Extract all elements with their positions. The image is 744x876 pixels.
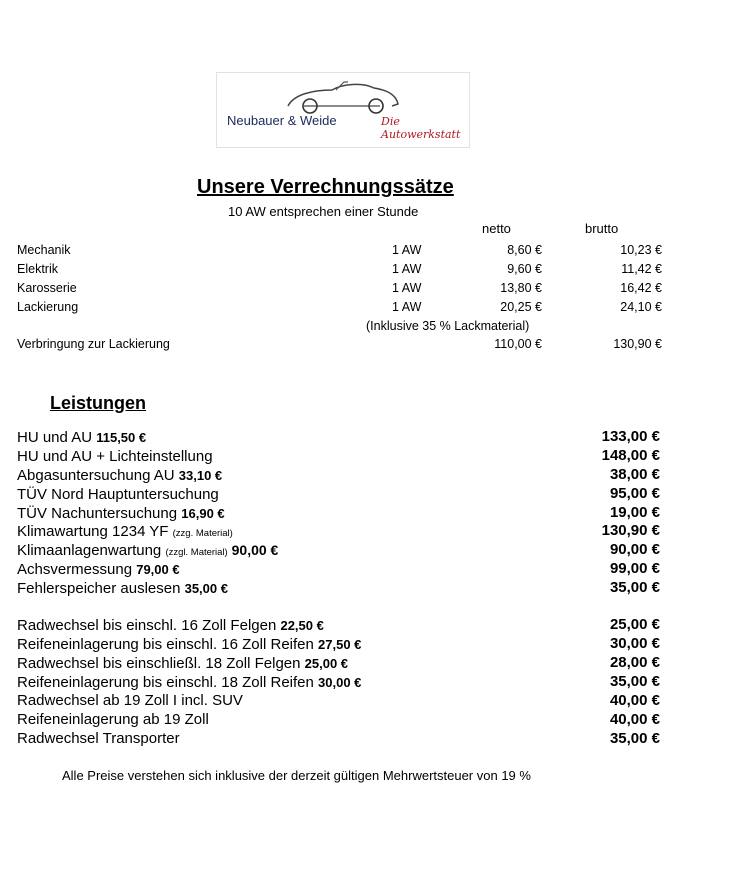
service-label: HU und AU 115,50 €: [17, 429, 147, 446]
service-price: 25,00 €: [609, 616, 660, 633]
verbringung-netto: 110,00 €: [494, 337, 542, 351]
service-label: HU und AU + Lichteinstellung: [17, 448, 213, 465]
service-price: 35,00 €: [609, 730, 660, 747]
service-label: Achsvermessung 79,00 €: [17, 561, 180, 578]
service-price: 38,00 €: [609, 466, 660, 483]
rate-netto: 9,60 €: [507, 262, 542, 276]
service-price: 35,00 €: [609, 673, 660, 690]
service-label: Klimaanlagenwartung (zzgl. Material) 90,00 €: [17, 542, 279, 559]
service-price: 90,00 €: [609, 541, 660, 558]
service-label: TÜV Nachuntersuchung 16,90 €: [17, 505, 225, 522]
service-label: Reifeneinlagerung bis einschl. 16 Zoll Reifen 27,50 €: [17, 636, 362, 653]
service-price: 30,00 €: [609, 635, 660, 652]
section-title-leistungen: Leistungen: [50, 393, 147, 413]
service-label: Radwechsel Transporter: [17, 730, 180, 747]
verbringung-label: Verbringung zur Lackierung: [17, 337, 170, 351]
service-price: 40,00 €: [609, 711, 660, 728]
service-price: 19,00 €: [609, 504, 660, 521]
rate-label: Mechanik: [17, 243, 71, 257]
service-label: Abgasuntersuchung AU 33,10 €: [17, 467, 223, 484]
company-logo: [216, 72, 470, 148]
service-price: 99,00 €: [609, 560, 660, 577]
service-label: Reifeneinlagerung bis einschl. 18 Zoll Reifen 30,00 €: [17, 674, 362, 691]
service-label: Klimawartung 1234 YF (zzg. Material): [17, 523, 233, 540]
rate-brutto: 24,10 €: [620, 300, 662, 314]
service-price: 40,00 €: [609, 692, 660, 709]
rate-unit: 1 AW: [392, 262, 422, 276]
logo-tagline: Die Autowerkstatt: [381, 115, 461, 141]
service-label: Fehlerspeicher auslesen 35,00 €: [17, 580, 228, 597]
service-label: Radwechsel bis einschließl. 18 Zoll Felgen 25,00 €: [17, 655, 349, 672]
service-price: 35,00 €: [609, 579, 660, 596]
netto-header: netto: [482, 221, 511, 236]
brutto-header: brutto: [585, 221, 619, 236]
service-label: Reifeneinlagerung ab 19 Zoll: [17, 711, 209, 728]
rate-label: Elektrik: [17, 262, 58, 276]
service-price: 95,00 €: [609, 485, 660, 502]
service-label: Radwechsel bis einschl. 16 Zoll Felgen 22,50 €: [17, 617, 324, 634]
rate-netto: 8,60 €: [507, 243, 542, 257]
car-icon: [284, 76, 404, 116]
service-label: Radwechsel ab 19 Zoll I incl. SUV: [17, 692, 243, 709]
lack-note: (Inklusive 35 % Lackmaterial): [366, 319, 530, 333]
footer-note: Alle Preise verstehen sich inklusive der derzeit gültigen Mehrwertsteuer von 19 %: [62, 768, 531, 783]
rate-netto: 13,80 €: [500, 281, 542, 295]
service-price: 133,00 €: [601, 428, 660, 445]
rate-brutto: 10,23 €: [620, 243, 662, 257]
verbringung-brutto: 130,90 €: [613, 337, 662, 351]
logo-name: Neubauer & Weide: [227, 113, 337, 128]
page-subtitle: 10 AW entsprechen einer Stunde: [228, 204, 419, 219]
service-price: 28,00 €: [609, 654, 660, 671]
rate-unit: 1 AW: [392, 243, 422, 257]
service-price: 130,90 €: [601, 522, 660, 539]
rate-netto: 20,25 €: [500, 300, 542, 314]
rate-label: Lackierung: [17, 300, 79, 314]
service-price: 148,00 €: [601, 447, 660, 464]
rate-label: Karosserie: [17, 281, 77, 295]
rate-brutto: 16,42 €: [620, 281, 662, 295]
rate-brutto: 11,42 €: [621, 262, 662, 276]
page-title: Unsere Verrechnungssätze: [197, 176, 454, 198]
service-label: TÜV Nord Hauptuntersuchung: [17, 486, 219, 503]
rate-unit: 1 AW: [392, 300, 422, 314]
rate-unit: 1 AW: [392, 281, 422, 295]
